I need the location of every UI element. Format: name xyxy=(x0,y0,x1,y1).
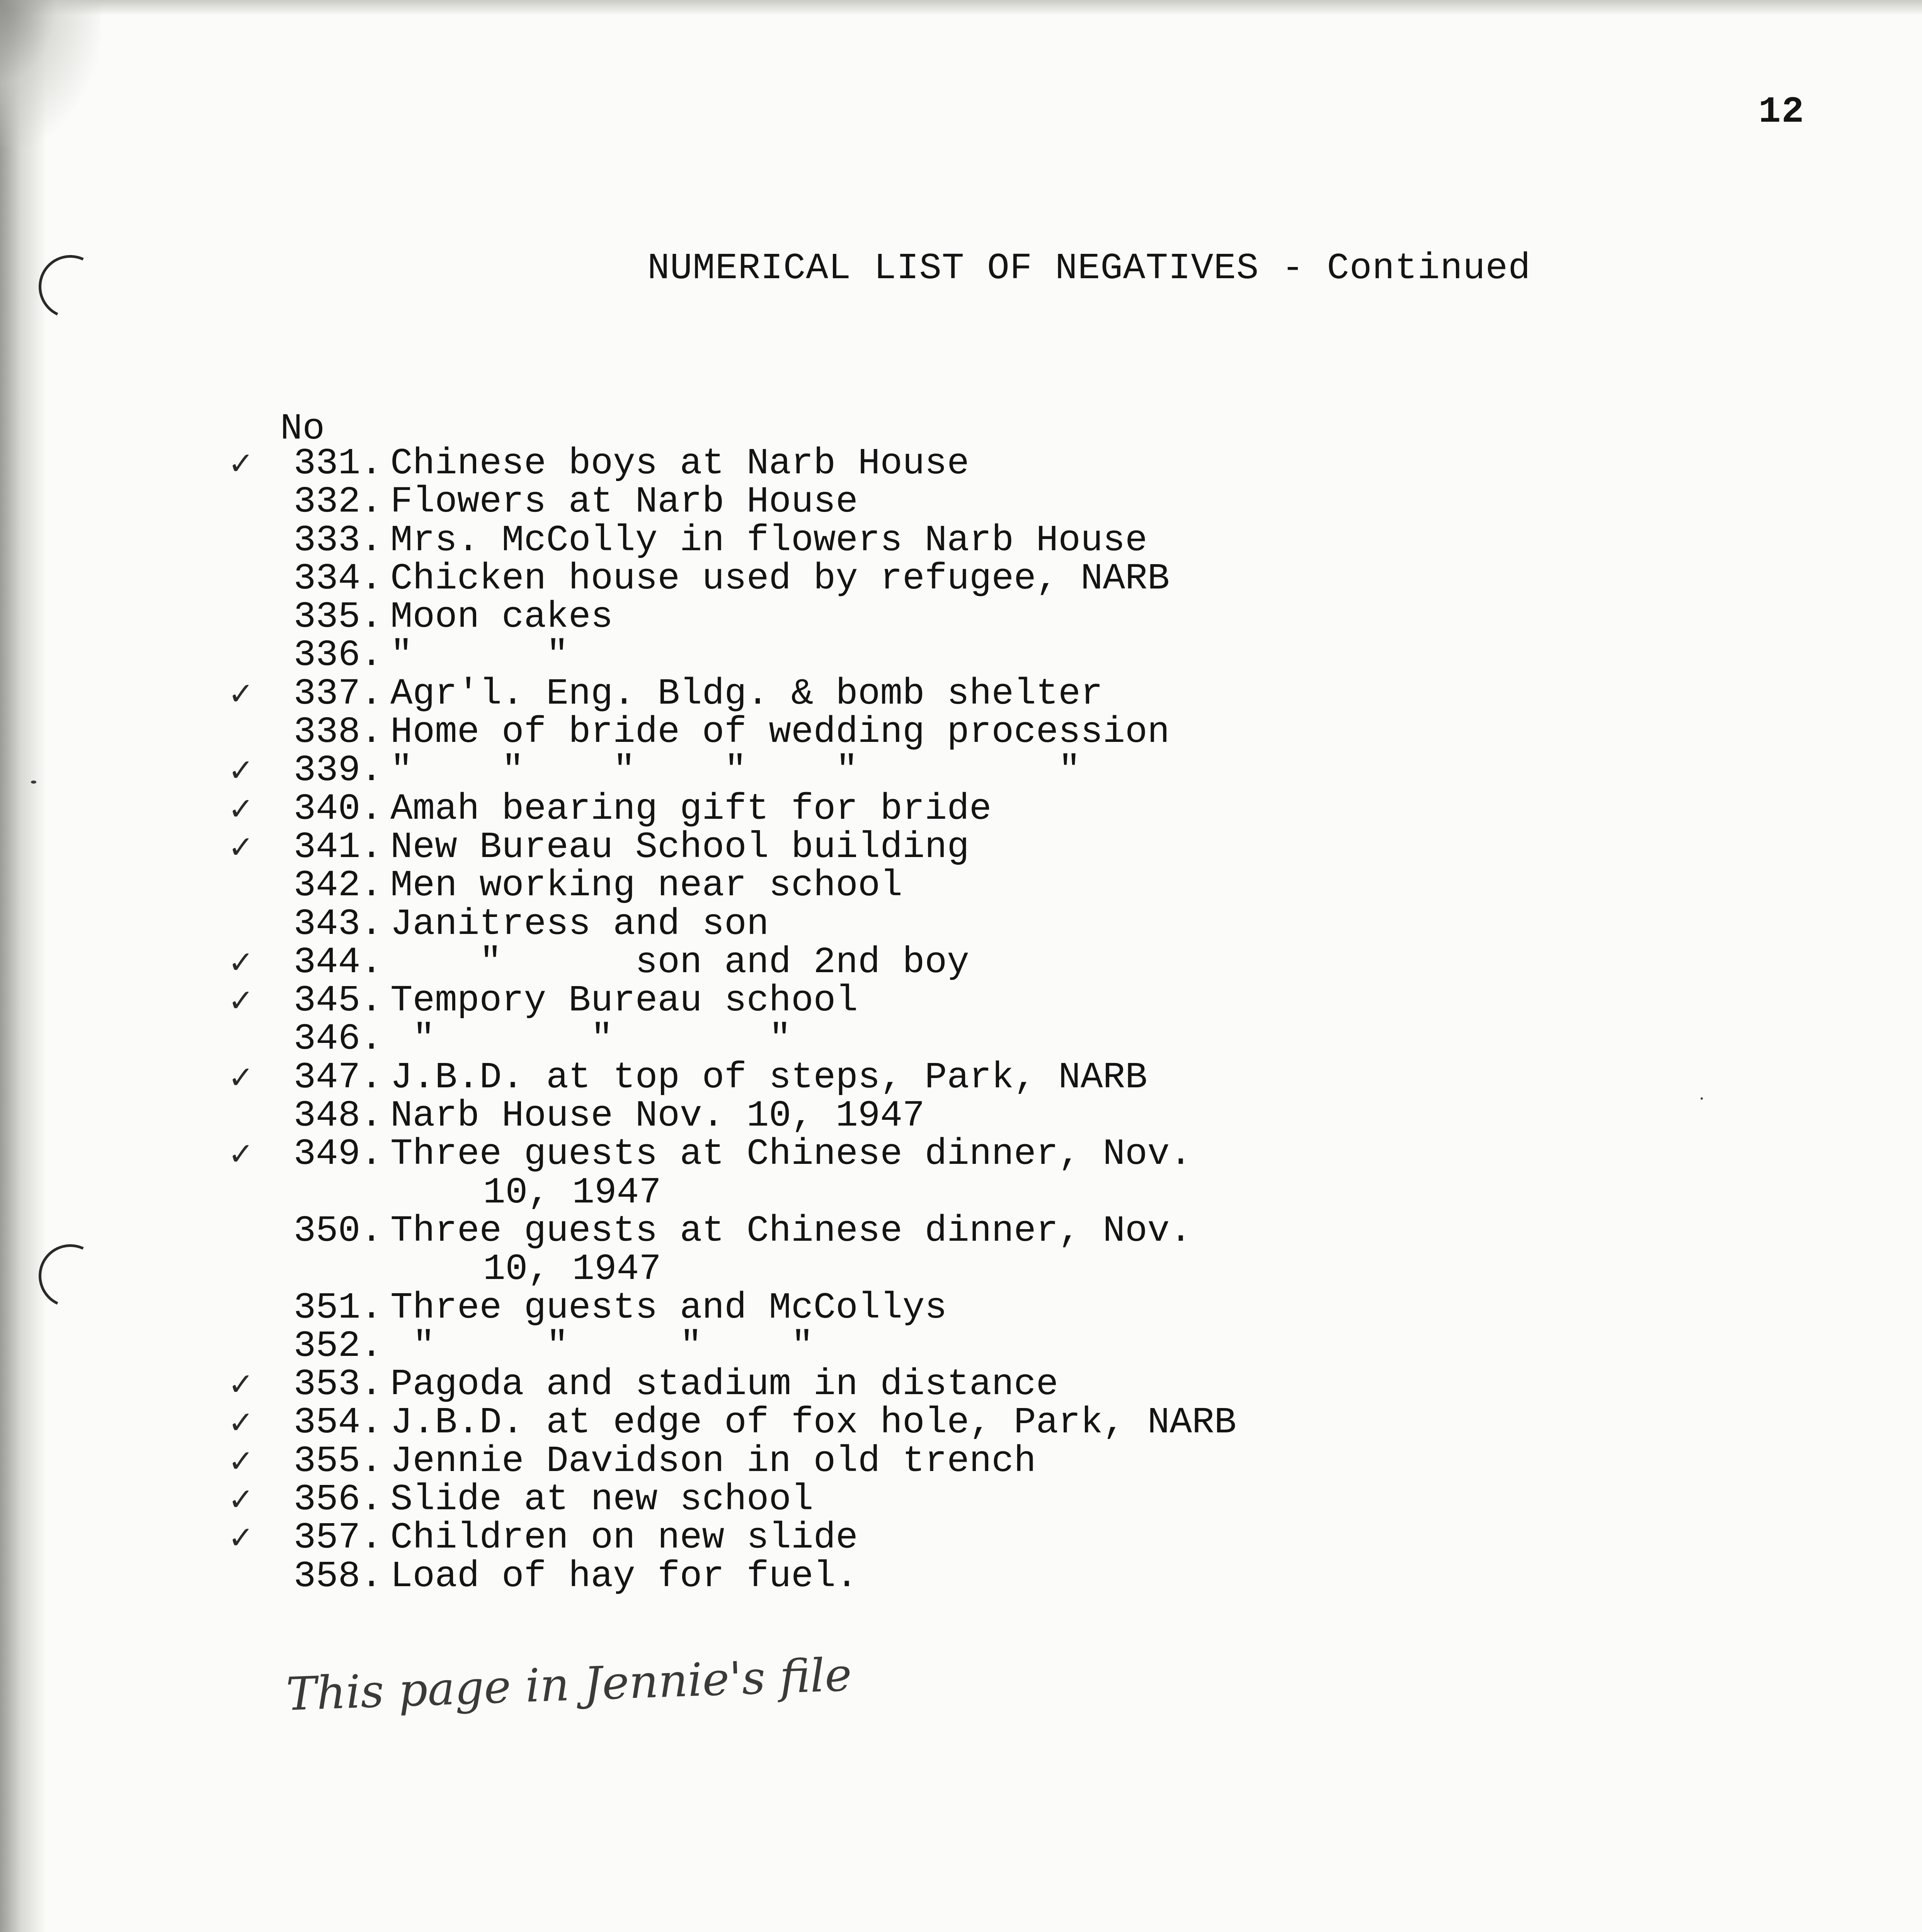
column-header-no: No xyxy=(280,408,325,450)
list-item xyxy=(0,828,1922,866)
negative-description: Agr'l. Eng. Bldg. & bomb shelter xyxy=(390,672,1103,715)
negative-number: 335. xyxy=(293,596,383,638)
checkmark-icon: ✓ xyxy=(228,983,254,1019)
negative-description: Jennie Davidson in old trench xyxy=(390,1440,1036,1482)
negative-description: Narb House Nov. 10, 1947 xyxy=(390,1095,925,1137)
negative-description: Three guests and McCollys xyxy=(390,1286,947,1329)
negative-number: 336. xyxy=(293,634,383,677)
negative-description: Amah bearing gift for bride xyxy=(390,787,992,830)
handwritten-note: This page in Jennie's file xyxy=(285,1648,853,1721)
list-item xyxy=(0,787,1922,830)
page-number: 12 xyxy=(1759,91,1805,133)
scan-speck xyxy=(31,781,36,784)
negative-description: Children on new slide xyxy=(390,1517,858,1559)
negative-description: " " " " xyxy=(390,1325,814,1367)
negative-number: 354. xyxy=(293,1401,383,1444)
list-item xyxy=(0,1519,1922,1557)
list-item xyxy=(0,598,1922,636)
negative-number: 356. xyxy=(293,1478,383,1521)
negative-description: Three guests at Chinese dinner, Nov. xyxy=(390,1209,1192,1252)
list-item xyxy=(0,1403,1922,1442)
checkmark-icon: ✓ xyxy=(228,791,254,827)
negative-description: J.B.D. at top of steps, Park, NARB xyxy=(390,1056,1147,1099)
negative-number: 350. xyxy=(293,1209,383,1252)
negative-description: Tempory Bureau school xyxy=(390,980,858,1022)
list-item xyxy=(0,557,1922,600)
list-item xyxy=(0,981,1922,1020)
checkmark-icon: ✓ xyxy=(228,1520,254,1556)
negative-number: 358. xyxy=(293,1555,383,1597)
list-item xyxy=(0,1363,1922,1406)
negative-number: 351. xyxy=(293,1286,383,1329)
negative-description: Pagoda and stadium in distance xyxy=(390,1363,1059,1406)
list-item xyxy=(0,1327,1922,1365)
negative-number: 334. xyxy=(293,557,383,600)
negative-description: " " " xyxy=(390,1018,791,1060)
negative-description-continued: 10, 1947 xyxy=(483,1248,661,1291)
list-item xyxy=(0,943,1922,981)
negative-number: 332. xyxy=(293,481,383,523)
checkmark-icon: ✓ xyxy=(228,1443,254,1479)
negative-number: 333. xyxy=(293,519,383,561)
scan-speck xyxy=(1701,1097,1703,1100)
negative-description: Chicken house used by refugee, NARB xyxy=(390,557,1170,600)
negative-description: J.B.D. at edge of fox hole, Park, NARB xyxy=(390,1401,1237,1444)
negative-number: 355. xyxy=(293,1440,383,1482)
checkmark-icon: ✓ xyxy=(228,446,254,481)
checkmark-icon: ✓ xyxy=(228,1481,254,1518)
list-item xyxy=(0,1020,1922,1058)
checkmark-icon: ✓ xyxy=(228,752,254,789)
negative-number: 353. xyxy=(293,1363,383,1406)
negatives-list xyxy=(0,444,1922,1595)
negative-description: Three guests at Chinese dinner, Nov. xyxy=(390,1133,1192,1175)
negative-number: 343. xyxy=(293,903,383,945)
list-item xyxy=(0,483,1922,521)
list-item xyxy=(0,866,1922,905)
list-item xyxy=(0,1209,1922,1252)
negative-number: 348. xyxy=(293,1095,383,1137)
negative-number: 342. xyxy=(293,864,383,907)
checkmark-icon: ✓ xyxy=(228,944,254,980)
negative-description: Slide at new school xyxy=(390,1478,814,1521)
negative-number: 357. xyxy=(293,1517,383,1559)
checkmark-icon: ✓ xyxy=(228,675,254,712)
negative-number: 339. xyxy=(293,749,383,792)
negative-description-continued: 10, 1947 xyxy=(483,1171,661,1214)
negative-description: " " " " " " xyxy=(390,749,1081,792)
list-item xyxy=(0,521,1922,560)
negative-description: Home of bride of wedding procession xyxy=(390,711,1170,753)
list-item xyxy=(0,1557,1922,1595)
negative-description: New Bureau School building xyxy=(390,826,969,868)
negative-description: Load of hay for fuel. xyxy=(390,1555,858,1597)
negative-number: 346. xyxy=(293,1018,383,1060)
list-item xyxy=(0,1097,1922,1135)
list-item-continuation xyxy=(0,1248,1922,1291)
negative-number: 352. xyxy=(293,1325,383,1367)
list-item xyxy=(0,672,1922,715)
list-item xyxy=(0,749,1922,792)
negative-description: Men working near school xyxy=(390,864,903,907)
list-item xyxy=(0,905,1922,943)
checkmark-icon: ✓ xyxy=(228,1136,254,1172)
list-item xyxy=(0,1058,1922,1097)
negative-description: Chinese boys at Narb House xyxy=(390,442,969,485)
negative-description: " " xyxy=(390,634,569,677)
negative-description: Moon cakes xyxy=(390,596,613,638)
negative-description: Flowers at Narb House xyxy=(390,481,858,523)
negative-number: 331. xyxy=(293,442,383,485)
checkmark-icon: ✓ xyxy=(228,1405,254,1441)
checkmark-icon: ✓ xyxy=(228,1059,254,1095)
negative-number: 340. xyxy=(293,787,383,830)
list-item xyxy=(0,444,1922,483)
list-item-continuation xyxy=(0,1173,1922,1212)
list-item xyxy=(0,713,1922,751)
checkmark-icon: ✓ xyxy=(228,1366,254,1403)
list-item xyxy=(0,1286,1922,1329)
negative-description: Mrs. McColly in flowers Narb House xyxy=(390,519,1147,561)
negative-description: " son and 2nd boy xyxy=(390,941,969,983)
list-item xyxy=(0,1480,1922,1519)
negative-number: 349. xyxy=(293,1133,383,1175)
scan-top-edge-shadow xyxy=(0,0,1922,15)
page-heading: NUMERICAL LIST OF NEGATIVES - Continued xyxy=(647,247,1531,289)
list-item xyxy=(0,1442,1922,1480)
checkmark-icon: ✓ xyxy=(228,829,254,865)
list-item xyxy=(0,634,1922,677)
negative-number: 344. xyxy=(293,941,383,983)
negative-number: 338. xyxy=(293,711,383,753)
list-item xyxy=(0,1135,1922,1173)
negative-number: 347. xyxy=(293,1056,383,1099)
scan-corner-shadow xyxy=(0,0,100,147)
negative-number: 341. xyxy=(293,826,383,868)
negative-number: 345. xyxy=(293,980,383,1022)
negative-number: 337. xyxy=(293,672,383,715)
negative-description: Janitress and son xyxy=(390,903,769,945)
